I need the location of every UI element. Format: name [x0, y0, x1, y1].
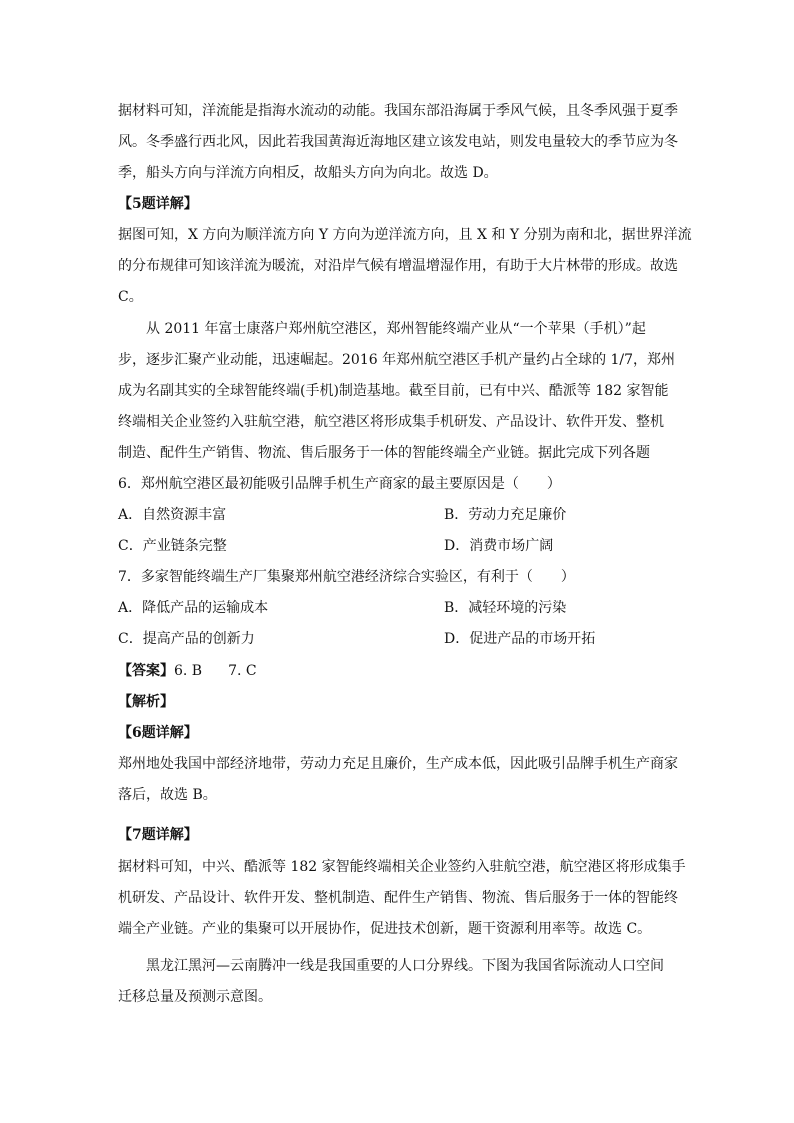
- next-passage-line-1: 黑龙江黑河—云南腾冲一线是我国重要的人口分界线。下图为我国省际流动人口空间: [146, 958, 664, 974]
- explanation-5-line-3: C。: [118, 289, 143, 305]
- question-7-option-a: A．降低产品的运输成本: [118, 600, 269, 616]
- question-7-option-d: D．促进产品的市场开拓: [444, 631, 596, 647]
- explanation-5-line-2: 的分布规律可知该洋流为暖流，对沿岸气候有增温增湿作用，有助于大片林带的形成。故选: [118, 258, 678, 274]
- question-7-detail-heading: 【7题详解】: [118, 827, 198, 843]
- explanation-4-line-2: 风。冬季盛行西北风，因此若我国黄海近海地区建立该发电站，则发电量较大的季节应为冬: [118, 134, 678, 150]
- analysis-heading: 【解析】: [118, 694, 174, 710]
- explanation-7-line-1: 据材料可知，中兴、酷派等 182 家智能终端相关企业签约入驻航空港，航空港区将形成集手: [118, 859, 686, 875]
- passage-line-2: 步，逐步汇聚产业动能，迅速崛起。2016 年郑州航空港区手机产量约占全球的 1/7，郑州: [118, 352, 676, 368]
- question-6-detail-heading: 【6题详解】: [118, 725, 198, 741]
- question-7-stem: 7．多家智能终端生产厂集聚郑州航空港经济综合实验区，有利于（ ）: [118, 569, 575, 585]
- answer-line: [118, 661, 257, 681]
- question-6-option-b: B．劳动力充足廉价: [444, 507, 567, 523]
- passage-line-4: 终端相关企业签约入驻航空港，航空港区将形成集手机研发、产品设计、软件开发、整机: [118, 414, 664, 430]
- explanation-7-line-3: 端全产业链。产业的集聚可以开展协作，促进技术创新，题干资源利用率等。故选 C。: [118, 921, 652, 937]
- question-6-option-c: C．产业链条完整: [118, 538, 227, 554]
- question-5-heading: 【5题详解】: [118, 196, 198, 212]
- question-6-stem: 6．郑州航空港区最初能吸引品牌手机生产商家的最主要原因是（ ）: [118, 476, 561, 492]
- question-7-option-c: C．提高产品的创新力: [118, 631, 255, 647]
- passage-line-5: 制造、配件生产销售、物流、售后服务于一体的智能终端全产业链。据此完成下列各题: [118, 445, 650, 461]
- answer-7: 7. C: [228, 663, 257, 679]
- explanation-5-line-1: 据图可知，X 方向为顺洋流方向 Y 方向为逆洋流方向，且 X 和 Y 分别为南和北，据世界洋流: [118, 227, 692, 243]
- passage-line-1: 从 2011 年富士康落户郑州航空港区，郑州智能终端产业从“一个苹果（手机）”起: [146, 321, 646, 337]
- next-passage-line-2: 迁移总量及预测示意图。: [118, 989, 272, 1005]
- explanation-7-line-2: 机研发、产品设计、软件开发、整机制造、配件生产销售、物流、售后服务于一体的智能终: [118, 890, 678, 906]
- answer-label: 【答案】: [118, 663, 174, 679]
- question-7-option-b: B．减轻环境的污染: [444, 600, 567, 616]
- question-6-option-d: D．消费市场广阔: [444, 538, 554, 554]
- question-6-option-a: A．自然资源丰富: [118, 507, 227, 523]
- explanation-4-line-3: 季，船头方向与洋流方向相反，故船头方向为向北。故选 D。: [118, 165, 498, 181]
- answer-6: 6. B: [174, 663, 203, 679]
- explanation-6-line-2: 落后，故选 B。: [118, 787, 217, 803]
- explanation-4-line-1: 据材料可知，洋流能是指海水流动的动能。我国东部沿海属于季风气候，且冬季风强于夏季: [118, 103, 678, 119]
- explanation-6-line-1: 郑州地处我国中部经济地带，劳动力充足且廉价，生产成本低，因此吸引品牌手机生产商家: [118, 756, 678, 772]
- passage-line-3: 成为名副其实的全球智能终端(手机)制造基地。截至目前，已有中兴、酷派等 182 家智能: [118, 383, 669, 399]
